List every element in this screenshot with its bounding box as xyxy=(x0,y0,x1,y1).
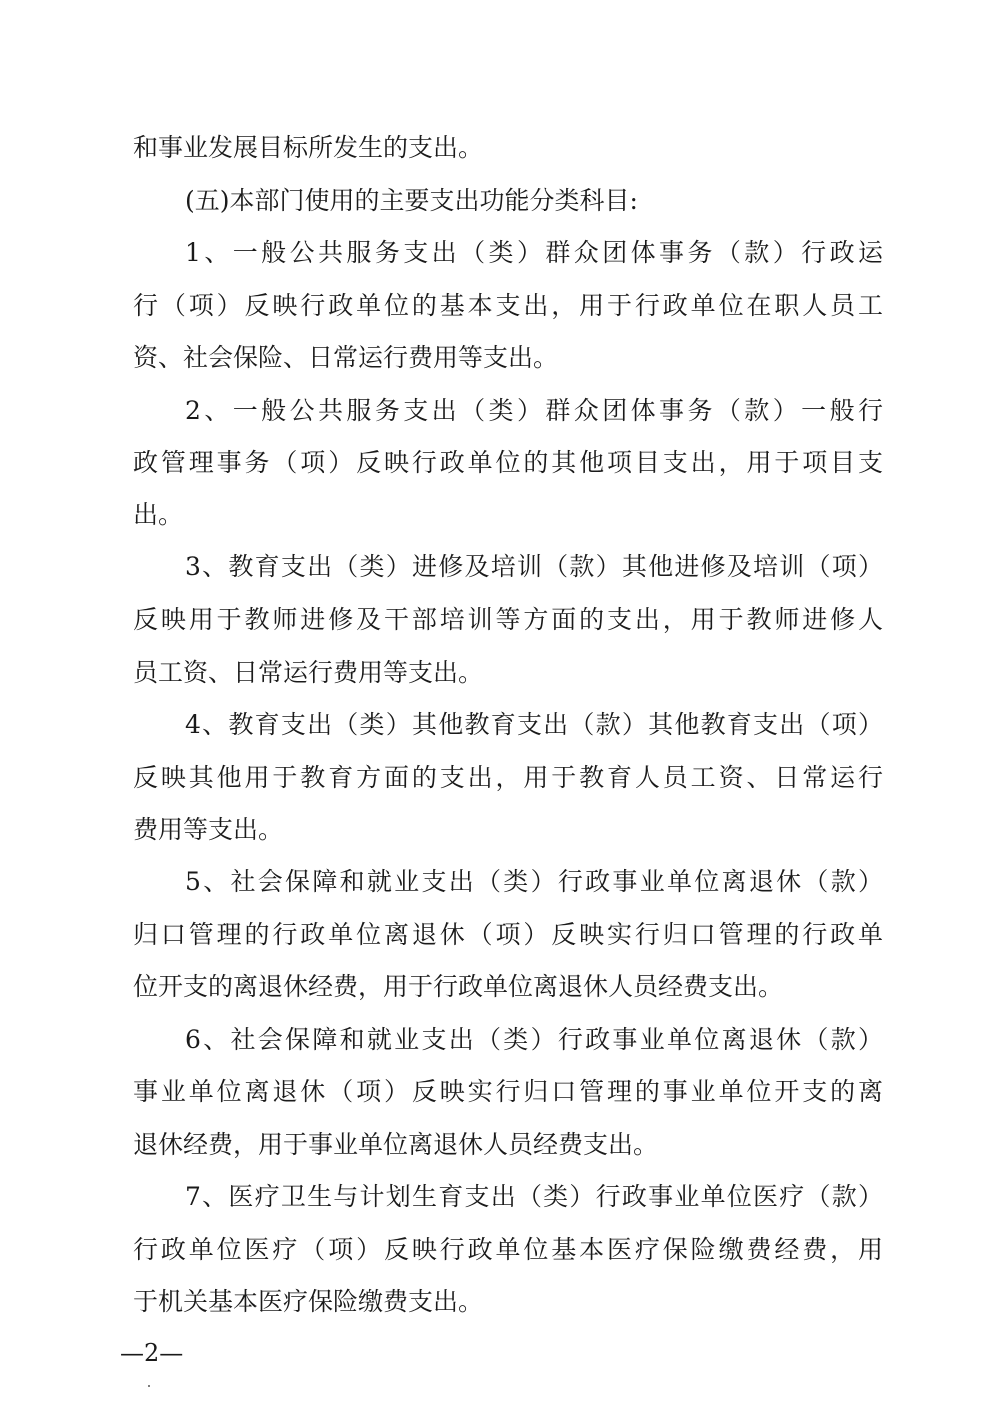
text-line: 事业单位离退休（项）反映实行归口管理的事业单位开支的离 xyxy=(133,1077,883,1106)
text-line: 6、社会保障和就业支出（类）行政事业单位离退休（款） xyxy=(185,1025,883,1054)
text-line: 反映用于教师进修及干部培训等方面的支出，用于教师进修人 xyxy=(133,605,883,634)
text-line: 5、社会保障和就业支出（类）行政事业单位离退休（款） xyxy=(185,867,883,896)
page-number: —2— xyxy=(120,1339,184,1367)
text-line: 出。 xyxy=(133,500,184,529)
text-line: 行（项）反映行政单位的基本支出，用于行政单位在职人员工 xyxy=(133,291,883,320)
text-line: 归口管理的行政单位离退休（项）反映实行归口管理的行政单 xyxy=(133,920,883,949)
text-line: 反映其他用于教育方面的支出，用于教育人员工资、日常运行 xyxy=(133,763,883,792)
text-line: 于机关基本医疗保险缴费支出。 xyxy=(133,1287,484,1316)
scan-speck xyxy=(148,1385,150,1387)
text-line: 4、教育支出（类）其他教育支出（款）其他教育支出（项） xyxy=(185,710,883,739)
text-line: 位开支的离退休经费，用于行政单位离退休人员经费支出。 xyxy=(133,972,784,1001)
text-line: 行政单位医疗（项）反映行政单位基本医疗保险缴费经费，用 xyxy=(133,1235,883,1264)
text-line: 7、医疗卫生与计划生育支出（类）行政事业单位医疗（款） xyxy=(185,1182,883,1211)
text-line: (五)本部门使用的主要支出功能分类科目: xyxy=(185,186,638,215)
text-line: 费用等支出。 xyxy=(133,815,284,844)
text-line: 资、社会保险、日常运行费用等支出。 xyxy=(133,343,559,372)
text-line: 和事业发展目标所发生的支出。 xyxy=(133,133,484,162)
text-line: 1、一般公共服务支出（类）群众团体事务（款）行政运 xyxy=(185,238,883,267)
text-line: 退休经费，用于事业单位离退休人员经费支出。 xyxy=(133,1130,659,1159)
text-line: 员工资、日常运行费用等支出。 xyxy=(133,658,484,687)
text-line: 政管理事务（项）反映行政单位的其他项目支出，用于项目支 xyxy=(133,448,883,477)
text-line: 2、一般公共服务支出（类）群众团体事务（款）一般行 xyxy=(185,396,883,425)
text-line: 3、教育支出（类）进修及培训（款）其他进修及培训（项） xyxy=(185,552,883,581)
